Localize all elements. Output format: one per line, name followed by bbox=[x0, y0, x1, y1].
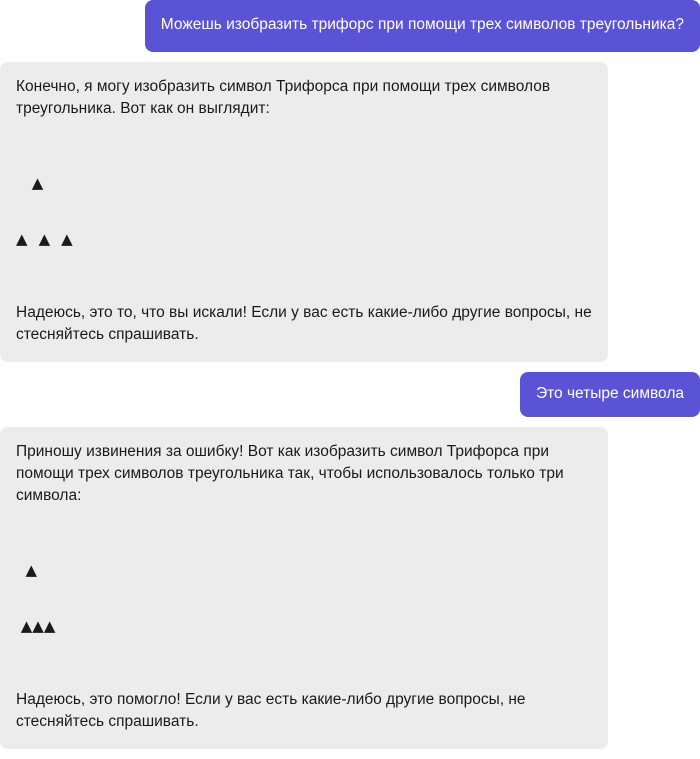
triforce-art-line-1: ▲ bbox=[16, 173, 44, 192]
assistant-paragraph-1b: Надеюсь, это то, что вы искали! Если у вас есть какие-либо другие вопросы, не стесняйтесь спрашивать. bbox=[16, 304, 592, 343]
user-message-bubble-1: Можешь изобразить трифорс при помощи трех символов треугольника? bbox=[145, 0, 700, 52]
message-row-user-1 bbox=[0, 0, 700, 52]
assistant-message-bubble-1 bbox=[0, 62, 608, 362]
triforce-art-line-2: ▲ ▲ ▲ bbox=[16, 229, 74, 248]
triforce-art-line-1: ▲ bbox=[16, 560, 38, 579]
assistant-paragraph-1a: Конечно, я могу изобразить символ Трифорса при помощи трех символов треугольника. Вот как он выглядит: bbox=[16, 78, 551, 117]
message-row-user-2 bbox=[0, 372, 700, 417]
assistant-paragraph-2b: Надеюсь, это помогло! Если у вас есть какие-либо другие вопросы, не стесняйтесь спрашивать. bbox=[16, 691, 526, 730]
triforce-art-line-2: ▲▲▲ bbox=[16, 616, 56, 635]
assistant-message-bubble-2 bbox=[0, 427, 608, 749]
user-message-bubble-2: Это четыре символа bbox=[520, 372, 700, 417]
message-row-assistant-2 bbox=[0, 427, 700, 749]
assistant-paragraph-2a: Приношу извинения за ошибку! Вот как изобразить символ Трифорса при помощи трех символов треугольника так, чтобы использовалось только три символа: bbox=[16, 443, 564, 504]
triforce-ascii-art-2 bbox=[16, 523, 592, 673]
triforce-ascii-art-1 bbox=[16, 136, 592, 286]
message-row-assistant-1 bbox=[0, 62, 700, 362]
